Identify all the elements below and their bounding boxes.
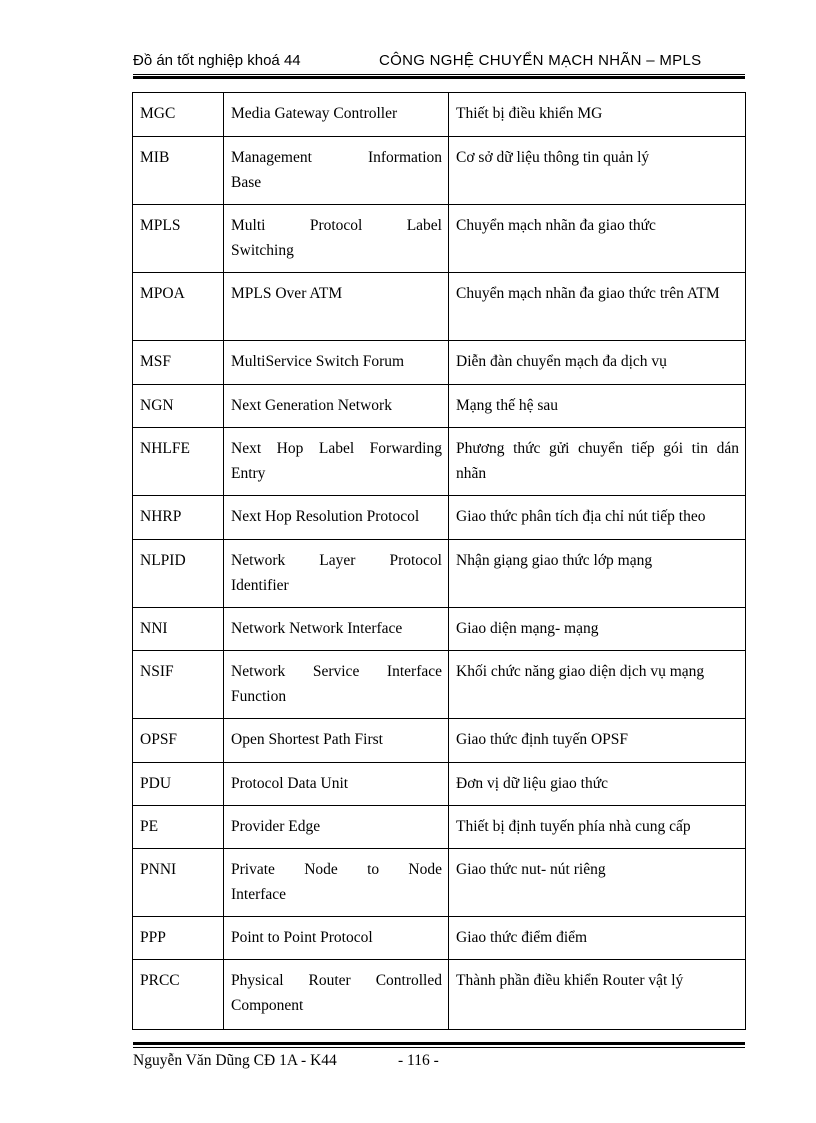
table-row [133, 496, 746, 540]
meaning-cell: Đơn vị dữ liệu giao thức [449, 763, 746, 806]
footer-rule-thick [133, 1042, 745, 1045]
abbreviation-cell: NLPID [133, 540, 224, 608]
full-name-cell: Point to Point Protocol [224, 917, 449, 960]
abbreviation-cell: NGN [133, 385, 224, 428]
table-row [133, 719, 746, 763]
table-row [133, 651, 746, 719]
table-row [133, 137, 746, 205]
full-name-cell: Private Node to Node Interface [224, 849, 449, 917]
header-left-title: Đồ án tốt nghiệp khoá 44 [133, 52, 301, 69]
abbreviation-table [132, 92, 746, 1030]
full-name-cell: Network Service Interface Function [224, 651, 449, 719]
full-name-cell: Protocol Data Unit [224, 763, 449, 806]
table-row [133, 385, 746, 428]
meaning-cell: Giao thức nut- nút riêng [449, 849, 746, 917]
full-name-cell: MPLS Over ATM [224, 273, 449, 341]
table-row [133, 93, 746, 137]
page-footer [133, 1052, 745, 1076]
table-row [133, 849, 746, 917]
meaning-cell: Thiết bị định tuyến phía nhà cung cấp [449, 806, 746, 849]
header-rule-thin [133, 74, 745, 75]
meaning-cell: Thành phần điều khiển Router vật lý [449, 960, 746, 1030]
table-row [133, 917, 746, 960]
table-row [133, 428, 746, 496]
abbreviation-cell: PDU [133, 763, 224, 806]
header-rule-thick [133, 76, 745, 79]
abbreviation-cell: MPOA [133, 273, 224, 341]
table-row [133, 960, 746, 1030]
abbreviation-cell: PNNI [133, 849, 224, 917]
table-row [133, 273, 746, 341]
full-name-cell: Provider Edge [224, 806, 449, 849]
meaning-cell: Chuyển mạch nhãn đa giao thức trên ATM [449, 273, 746, 341]
full-name-cell: Management Information Base [224, 137, 449, 205]
full-name-cell: MultiService Switch Forum [224, 341, 449, 385]
full-name-cell: Physical Router Controlled Component [224, 960, 449, 1030]
full-name-cell: Next Hop Label Forwarding Entry [224, 428, 449, 496]
abbreviation-cell: PPP [133, 917, 224, 960]
full-name-cell: Next Generation Network [224, 385, 449, 428]
table-row [133, 341, 746, 385]
full-name-cell: Media Gateway Controller [224, 93, 449, 137]
full-name-cell: Network Network Interface [224, 608, 449, 651]
abbreviation-cell: MSF [133, 341, 224, 385]
abbreviation-cell: PRCC [133, 960, 224, 1030]
table-row [133, 540, 746, 608]
meaning-cell: Diễn đàn chuyển mạch đa dịch vụ [449, 341, 746, 385]
meaning-cell: Phương thức gửi chuyển tiếp gói tin dán nhãn [449, 428, 746, 496]
table-row [133, 205, 746, 273]
meaning-cell: Giao thức điểm điểm [449, 917, 746, 960]
footer-rule-thin [133, 1047, 745, 1048]
full-name-cell: Next Hop Resolution Protocol [224, 496, 449, 540]
meaning-cell: Mạng thế hệ sau [449, 385, 746, 428]
full-name-cell: Multi Protocol Label Switching [224, 205, 449, 273]
abbreviation-cell: PE [133, 806, 224, 849]
footer-author: Nguyễn Văn Dũng CĐ 1A - K44 [133, 1052, 337, 1069]
meaning-cell: Giao thức phân tích địa chỉ nút tiếp theo [449, 496, 746, 540]
meaning-cell: Thiết bị điều khiển MG [449, 93, 746, 137]
meaning-cell: Khối chức năng giao diện dịch vụ mạng [449, 651, 746, 719]
table-row [133, 608, 746, 651]
abbreviation-cell: OPSF [133, 719, 224, 763]
page-number: - 116 - [398, 1052, 439, 1069]
meaning-cell: Chuyển mạch nhãn đa giao thức [449, 205, 746, 273]
meaning-cell: Nhận giạng giao thức lớp mạng [449, 540, 746, 608]
meaning-cell: Giao diện mạng- mạng [449, 608, 746, 651]
meaning-cell: Cơ sở dữ liệu thông tin quản lý [449, 137, 746, 205]
table-row [133, 763, 746, 806]
full-name-cell: Network Layer Protocol Identifier [224, 540, 449, 608]
abbreviation-cell: NHLFE [133, 428, 224, 496]
meaning-cell: Giao thức định tuyến OPSF [449, 719, 746, 763]
abbreviation-cell: NNI [133, 608, 224, 651]
abbreviation-cell: MPLS [133, 205, 224, 273]
header-right-title: CÔNG NGHỆ CHUYỂN MẠCH NHÃN – MPLS [379, 52, 702, 69]
abbreviation-cell: NHRP [133, 496, 224, 540]
abbreviation-cell: MIB [133, 137, 224, 205]
full-name-cell: Open Shortest Path First [224, 719, 449, 763]
page-header [133, 50, 745, 72]
abbreviation-cell: NSIF [133, 651, 224, 719]
abbreviation-cell: MGC [133, 93, 224, 137]
table-row [133, 806, 746, 849]
